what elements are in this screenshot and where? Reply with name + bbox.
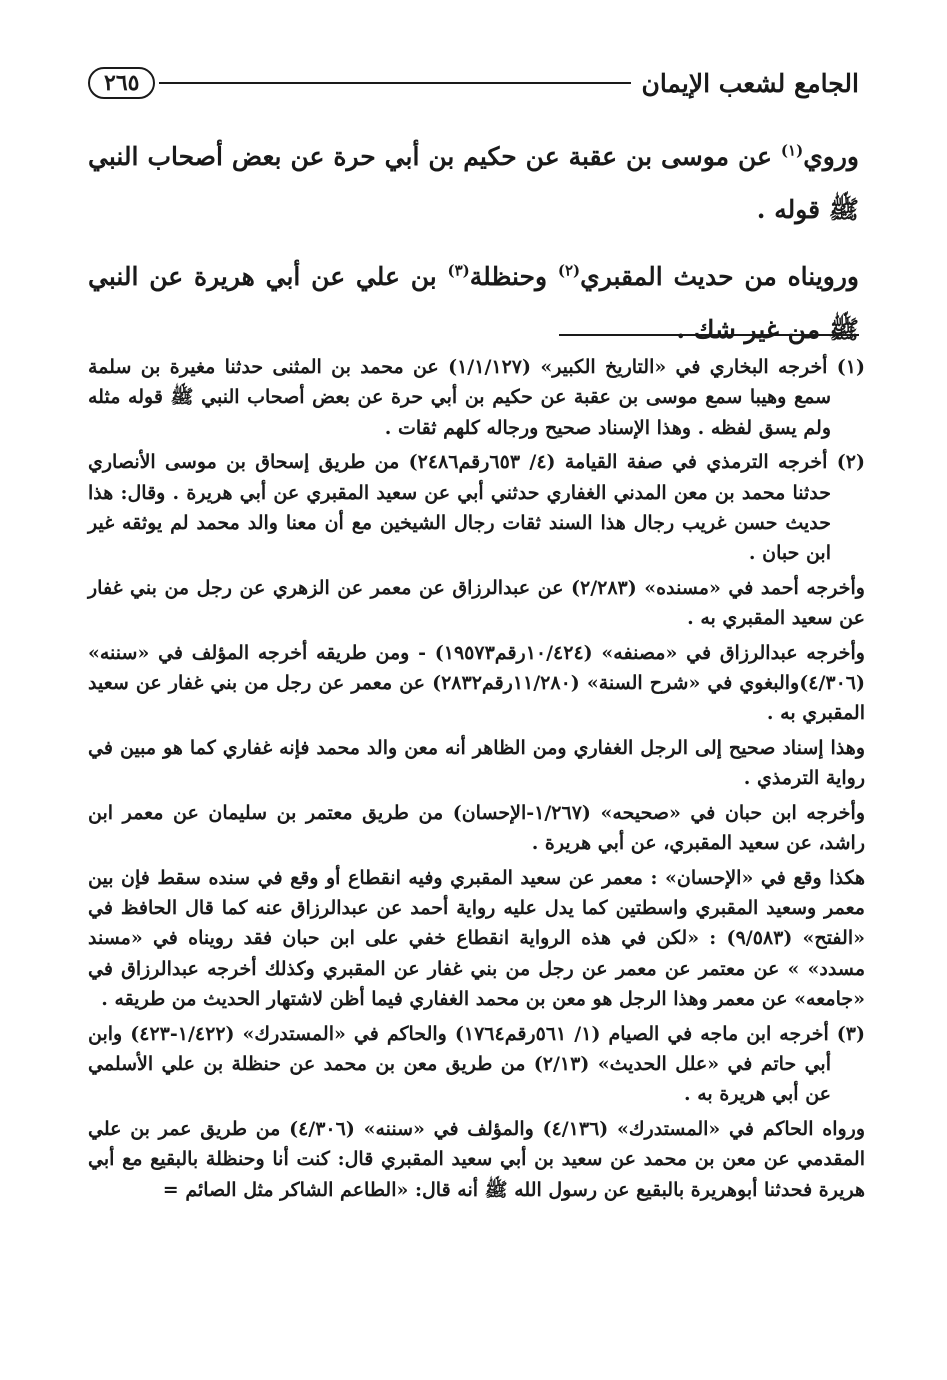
footnote-ref-3: (٣) [447,261,470,280]
main-paragraph-1 [88,130,859,236]
footnote-2-continuation: وأخرجه عبدالرزاق في «مصنفه» (١٠/٤٢٤رقم١٩٥٧٣) - ومن طريقه أخرجه المؤلف في «سننه» (٤/٣٠٦)والبغوي في «شرح السنة» (١١/٢٨٠رقم٢٨٣٢) عن معمر عن رجل من بني غفار عن سعيد المقبري به . [88,641,865,725]
footnote-2-continuation: وهذا إسناد صحيح إلى الرجل الغفاري ومن الظاهر أنه معن والد محمد فإنه غفاري كما هو مبين في رواية الترمذي . [88,736,865,790]
p1-before-ref: وروي [803,142,859,171]
p2-part3: بن علي عن أبي هريرة عن النبي ﷺ من غير شك . [88,262,859,344]
page-number: ٢٦٥ [88,67,155,99]
p1-after-ref: عن موسى بن عقبة عن حكيم بن أبي حرة عن بعض أصحاب النبي ﷺ قوله . [88,142,859,224]
main-paragraph-2 [88,250,859,356]
footnotes-section [88,352,865,1209]
header-rule [159,82,631,84]
footnote-divider [559,334,859,336]
page-header [88,58,859,108]
footnote-1: (١) أخرجه البخاري في «التاريخ الكبير» (١/١/١٢٧) عن محمد بن المثنى حدثنا مغيرة بن سلمة سمع وهيبا سمع موسى بن عقبة عن حكيم بن أبي حرة عن بعض أصحاب النبي ﷺ قوله مثله ولم يسق لفظه . وهذا الإسناد صحيح ورجاله كلهم ثقات . [88,356,865,439]
footnote-3: (٣) أخرجه ابن ماجه في الصيام (١/ ٥٦١رقم١٧٦٤) والحاكم في «المستدرك» (١/٤٢٢-٤٢٣) وابن أبي حاتم في «علل الحديث» (٢/١٣) من طريق معن بن محمد عن حنظلة بن علي الأسلمي عن أبي هريرة به . [88,1022,865,1106]
footnote-2-continuation: وأخرجه أحمد في «مسنده» (٢/٢٨٣) عن عبدالرزاق عن معمر عن الزهري عن رجل من بني غفار عن سعيد المقبري به . [88,576,865,630]
footnote-3-continuation: ورواه الحاكم في «المستدرك» (٤/١٣٦) والمؤلف في «سننه» (٤/٣٠٦) من طريق عمر بن علي المقدمي عن معن بن محمد عن سعيد بن أبي سعيد المقبري قال: كنت أنا وحنظلة بالبقيع مع أبي هريرة فحدثنا أبوهريرة بالبقيع عن رسول الله ﷺ أنه قال: «الطاعم الشاكر مثل الصائم = [88,1117,865,1201]
footnote-ref-2: (٢) [557,261,581,280]
book-title: الجامع لشعب الإيمان [641,68,859,98]
p2-part2: وحنظلة [469,262,558,291]
footnote-2-continuation: هكذا وقع في «الإحسان» : معمر عن سعيد المقبري وفيه انقطاع أو وقع في سنده سقط فإن بين معمر وسعيد المقبري واسطتين كما يدل عليه رواية أحمد عن عبدالرزاق عنه كما قال الحافظ في «الفتح» (٩/٥٨٣) : «لكن في هذه الرواية انقطاع خفي على ابن حبان فقد رويناه في «مسند مسدد» » عن معتمر عن معمر عن رجل من بني غفار عن المقبري وكذلك أخرجه عبدالرزاق في «جامعه» عن معمر وهذا الرجل هو معن بن محمد الغفاري فيما أظن لاشتهار الحديث من طريقه . [88,866,865,1011]
p2-part1: ورويناه من حديث المقبري [580,262,860,291]
footnote-ref-1: (١) [780,141,804,160]
footnote-2: (٢) أخرجه الترمذي في صفة القيامة (٤/ ٦٥٣رقم٢٤٨٦) من طريق إسحاق بن موسى الأنصاري حدثنا محمد بن معن المدني الغفاري حدثني أبي عن سعيد المقبري عن أبي هريرة . وقال: هذا حديث حسن غريب رجال هذا السند ثقات رجال الشيخين مع أن معنا والد محمد لم يوثقه غير ابن حبان . [88,451,865,565]
footnote-2-continuation: وأخرجه ابن حبان في «صحيحه» (١/٢٦٧-الإحسان) من طريق معتمر بن سليمان عن معمر ابن راشد، عن سعيد المقبري، عن أبي هريرة . [88,801,865,855]
